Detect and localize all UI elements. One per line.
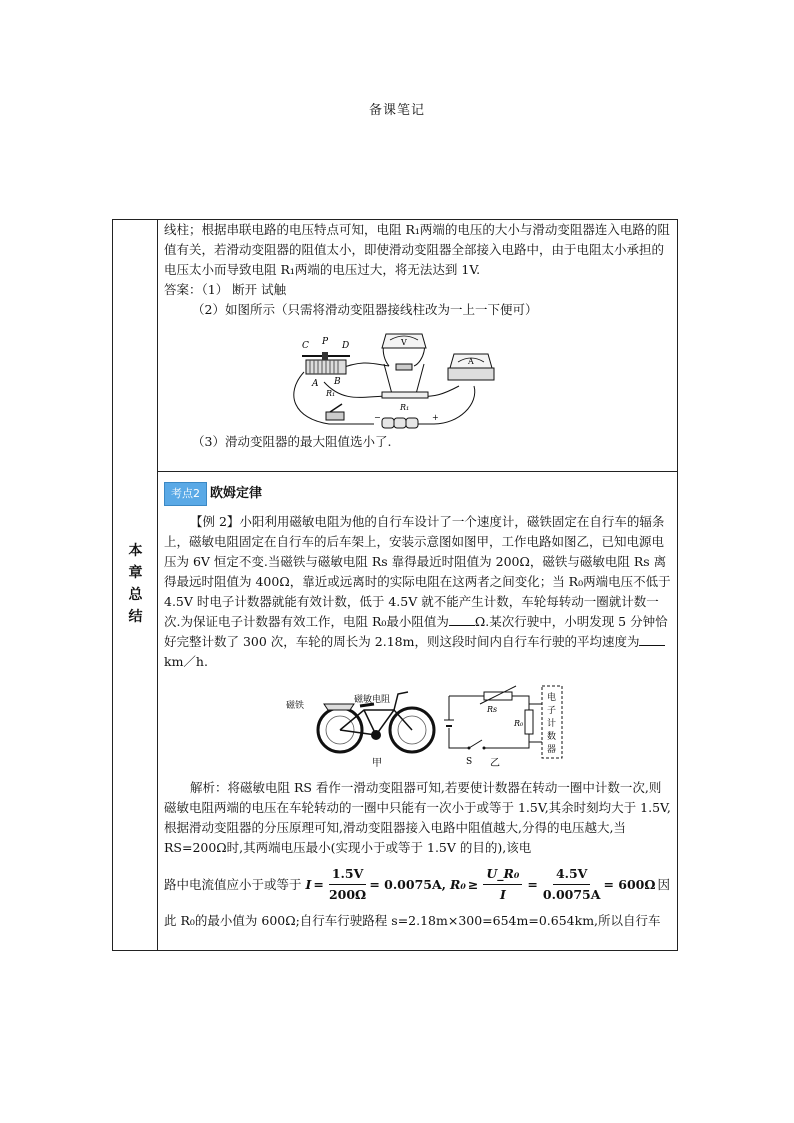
fraction-3 (543, 864, 601, 905)
counter-char: 子 (547, 706, 557, 716)
formula-prefix: 路中电流值应小于或等于 (164, 876, 302, 892)
example-part1: 【例 2】小阳利用磁敏电阻为他的自行车设计了一个速度计，磁铁固定在自行车的辐条上，磁敏电阻固定在自行车的后车架上，安装示意图如图甲，工作电路如图乙，已知电源电压为 6V 恒定不变.当磁铁与磁敏电阻 Rs 靠得最近时阻值为 200Ω，磁铁与磁敏电阻 Rs 离得最远时阻值为 400Ω，靠近或远离时的实际电阻在这两者之间变化；当 R₀两端电压不低于 4.5V 时电子计数器就能有效计数，低于 4.5V 就不能产生计数，车轮每转动一圈就计数一次.为保证电子计数器有效工作，电阻 R₀最小阻值为 (164, 514, 671, 629)
label-d: D (342, 341, 350, 351)
formula-i: I (305, 876, 312, 892)
ammeter-label: A (468, 357, 474, 366)
example-part2: Ω.某次行驶中，小明发现 5 分钟恰好完整计数了 300 次，车轮的周长为 2.18m，则这段时间内自行车行驶的平均速度为 (164, 614, 668, 649)
answer-blank-2[interactable] (639, 633, 665, 646)
battery-minus: − (374, 413, 381, 422)
label-s: S (466, 757, 473, 767)
label-c: C (302, 341, 309, 351)
answer-2: （2）如图所示（只需将滑动变阻器接线柱改为一上一下便可） (192, 302, 538, 317)
fraction-2 (483, 864, 522, 905)
last-line: 此 R₀的最小值为 600Ω;自行车行驶路程 s=2.18m×300=654m=0.654km,所以自行车 (164, 913, 661, 928)
counter-char: 电 (547, 693, 557, 703)
counter-char: 计 (547, 719, 557, 729)
formula-eq: = (313, 876, 324, 892)
side-column (113, 220, 158, 950)
example-part3: km／h. (164, 654, 208, 669)
label-p: P (322, 337, 329, 347)
fraction-1-num: 1.5V (329, 864, 366, 885)
side-char: 结 (128, 609, 143, 625)
formula-r0: R₀ (450, 876, 466, 892)
counter-char: 数 (547, 732, 557, 742)
magnet-label: 磁铁 (286, 701, 305, 711)
example-text (164, 512, 671, 672)
paragraph-analysis-cont: 线柱；根据串联电路的电压特点可知，电阻 R₁两端的电压的大小与滑动变阻器连入电路的阻值有关，若滑动变阻器的阻值太小，即使滑动变阻器全部接入电路中，由于电阻太小承担的电压太小而导致电阻 R₁两端的电压过大，将无法达到 1V. (164, 222, 670, 277)
answer-1: 答案：（1） 断开 试触 (164, 282, 287, 297)
summary-table (112, 219, 678, 951)
battery-plus: + (432, 413, 439, 422)
label-jia: 甲 (372, 758, 382, 769)
voltmeter-label: V (401, 338, 407, 347)
formula-line (164, 864, 671, 905)
answer-3: （3）滑动变阻器的最大阻值选小了. (192, 434, 392, 449)
part2 (164, 482, 671, 931)
fraction-1-den: 200Ω (328, 887, 367, 902)
label-r1-left: R₁ (326, 389, 336, 398)
formula-result-2: = 600Ω (603, 876, 656, 892)
side-char: 总 (128, 587, 143, 603)
fraction-3-den: 0.0075A (542, 887, 601, 902)
fraction-3-num: 4.5V (553, 864, 590, 885)
content-column (158, 220, 677, 950)
fraction-2-num: U_R₀ (483, 864, 522, 885)
topic-badge: 考点2 (164, 482, 207, 506)
label-b: B (334, 377, 341, 387)
side-label (113, 540, 158, 628)
answer-blank-1[interactable] (449, 613, 475, 626)
page-title: 备课笔记 (368, 103, 425, 118)
analysis-text: 解析：将磁敏电阻 RS 看作一滑动变阻器可知,若要使计数器在转动一圈中计数一次,则磁敏电阻两端的电压在车轮转动的一圈中只能有一次小于或等于 1.5V,其余时刻均大于 1.5V,根据滑动变阻器的分压原理可知,滑动变阻器接入电路中阻值越大,分得的电压越大,当 RS=200Ω时,其两端电压最小(实现小于或等于 1.5V 的目的),该电 (164, 780, 671, 855)
label-rs: Rs (487, 705, 498, 714)
sensor-label: 磁敏电阻 (354, 695, 391, 705)
circuit-diagram (284, 324, 504, 432)
formula-ge: ≥ (467, 876, 479, 892)
label-r0: R₀ (514, 719, 524, 728)
formula-result-1: = 0.0075A, (369, 876, 447, 892)
formula-eq-2: = (527, 876, 538, 892)
fraction-1 (329, 864, 366, 905)
label-a: A (312, 379, 319, 389)
topic-title: 欧姆定律 (210, 486, 263, 501)
formula-suffix: 因 (657, 876, 670, 892)
side-char: 章 (128, 565, 143, 581)
bicycle-figure (284, 680, 584, 770)
side-char: 本 (128, 543, 143, 559)
counter-char: 器 (547, 745, 557, 755)
fraction-2-den: I (499, 887, 506, 902)
label-yi: 乙 (490, 758, 500, 769)
label-r1-right: R₁ (400, 403, 410, 412)
